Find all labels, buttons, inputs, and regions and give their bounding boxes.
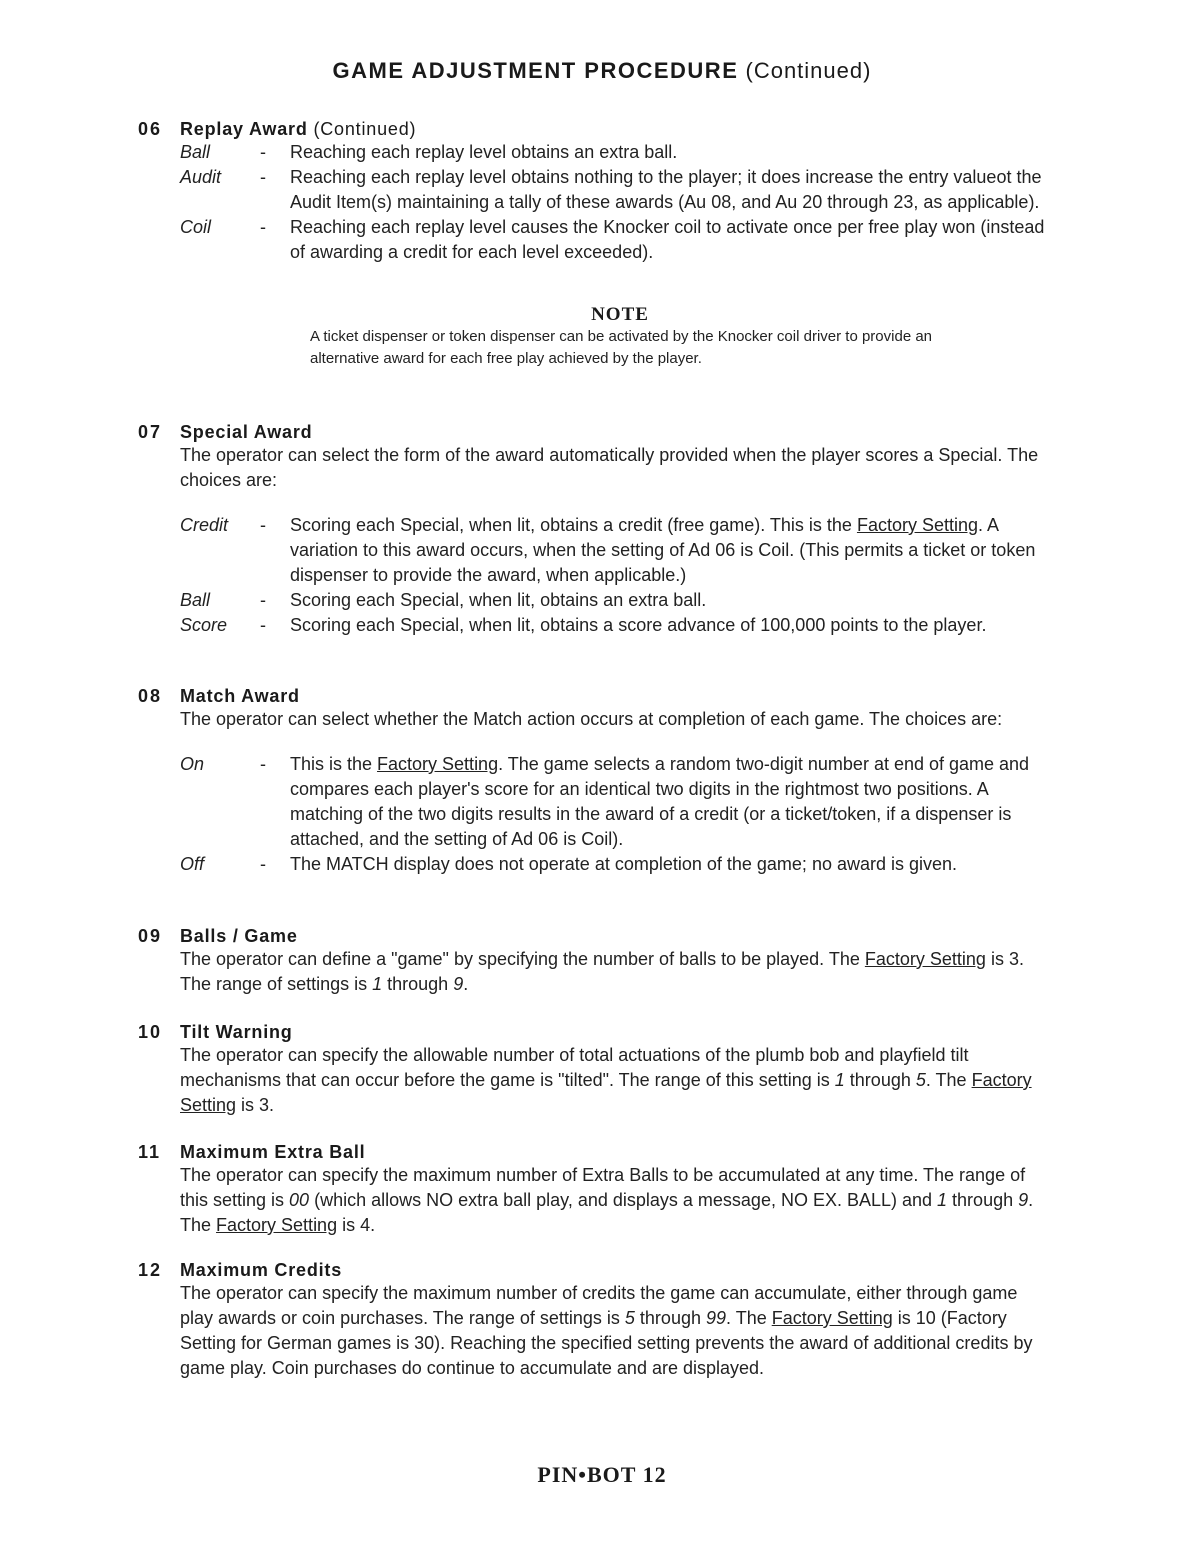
factory-setting-term: Factory Setting — [771, 1308, 893, 1328]
option-term: Ball — [180, 590, 211, 610]
option-credit — [180, 513, 1048, 588]
option-dash: - — [260, 142, 266, 162]
section-heading — [138, 925, 1048, 947]
text-run: is 3. — [236, 1095, 275, 1115]
option-term: On — [180, 754, 205, 774]
text-run: through — [382, 974, 454, 994]
option-dash: - — [260, 754, 266, 774]
option-dash: - — [260, 590, 266, 610]
option-term: Ball — [180, 142, 211, 162]
option-description: Reaching each replay level obtains nothing to the player; it does increase the entry valueot the Audit Item(s) maintaining a tally of these awards (Au 08, and Au 20 through 23, as applicable). — [290, 167, 1042, 212]
section-body — [180, 947, 1048, 997]
text-run: The operator can specify the allowable number of total actuations of the plumb bob and playfield tilt mechanisms that can occur before the game is "tilted". The range of this setting is — [180, 1045, 969, 1090]
text-run: . The — [180, 1190, 1034, 1235]
page-title — [0, 58, 1204, 84]
option-term: Coil — [180, 217, 212, 237]
section-number: 08 — [138, 686, 163, 706]
option-coil — [180, 215, 1048, 265]
section-continued: (Continued) — [313, 119, 417, 139]
option-dash: - — [260, 167, 266, 187]
range-min: 1 — [834, 1070, 845, 1090]
option-description: Reaching each replay level causes the Knocker coil to activate once per free play won (instead of awarding a credit for each level exceeded). — [290, 217, 1045, 262]
section-title: Maximum Credits — [180, 1260, 343, 1280]
option-dash: - — [260, 217, 266, 237]
section-number: 12 — [138, 1260, 163, 1280]
range-min: 1 — [372, 974, 383, 994]
option-description: Reaching each replay level obtains an extra ball. — [290, 142, 678, 162]
text-run: The operator can define a "game" by specifying the number of balls to be played. The — [180, 949, 865, 969]
text-run: . The game selects a random two-digit number at end of game and compares each player's score for an identical two digits in the rightmost two positions. A matching of the two digits results in the award of a credit (or a ticket/token, if a dispenser is attached, and the setting of Ad 06 is Coil). — [290, 754, 1030, 849]
text-run: through — [634, 1308, 706, 1328]
section-intro: The operator can select the form of the award automatically provided when the player scores a Special. The choices are: — [180, 445, 1039, 490]
section-07 — [138, 421, 1048, 638]
section-heading — [138, 685, 1048, 707]
factory-setting-term: Factory Setting — [377, 754, 499, 774]
option-ball — [180, 588, 1048, 613]
note-box — [300, 304, 980, 370]
option-audit — [180, 165, 1048, 215]
section-title: Replay Award — [180, 119, 308, 139]
section-heading — [138, 421, 1048, 443]
note-text: A ticket dispenser or token dispenser can be activated by the Knocker coil driver to provide an alternative award for each free play achieved by the player. — [310, 328, 933, 367]
range-zero: 00 — [289, 1190, 310, 1210]
option-on — [180, 752, 1048, 852]
option-term: Audit — [180, 167, 222, 187]
section-body — [180, 1281, 1048, 1381]
text-run: is 10 (Factory Setting for German games is 30). Reaching the specified setting prevents the award of additional credits by game play. Coin purchases do continue to accumulate and are displayed. — [180, 1308, 1033, 1378]
section-heading — [138, 1259, 1048, 1281]
section-title: Maximum Extra Ball — [180, 1142, 366, 1162]
section-08 — [138, 685, 1048, 877]
text-run: This is the — [290, 754, 378, 774]
text-run: The operator can specify the maximum number of Extra Balls to be accumulated at any time. The range of this setting is — [180, 1165, 1026, 1210]
range-min: 5 — [624, 1308, 635, 1328]
text-run: . A variation to this award occurs, when the setting of Ad 06 is Coil. (This permits a ticket or token dispenser to provide the award, when applicable.) — [290, 515, 1036, 585]
option-description — [290, 513, 1048, 588]
section-number: 06 — [138, 119, 163, 139]
text-run: is 3. The range of settings is — [180, 949, 1024, 994]
text-run: . — [463, 974, 469, 994]
section-number: 09 — [138, 926, 163, 946]
section-title: Balls / Game — [180, 926, 298, 946]
title-main: GAME ADJUSTMENT PROCEDURE — [332, 58, 739, 83]
text-run: . The — [925, 1070, 972, 1090]
section-09 — [138, 925, 1048, 997]
range-max: 9 — [1018, 1190, 1029, 1210]
note-heading: NOTE — [591, 304, 649, 325]
section-body — [180, 1043, 1048, 1118]
section-title: Match Award — [180, 686, 300, 706]
option-description: Scoring each Special, when lit, obtains a score advance of 100,000 points to the player. — [290, 615, 987, 635]
section-12 — [138, 1259, 1048, 1381]
section-11 — [138, 1141, 1048, 1238]
text-run: The operator can specify the maximum number of credits the game can accumulate, either through game play awards or coin purchases. The range of settings is — [180, 1283, 1018, 1328]
section-intro: The operator can select whether the Match action occurs at completion of each game. The choices are: — [180, 709, 1003, 729]
range-max: 5 — [915, 1070, 926, 1090]
section-06 — [138, 118, 1048, 265]
text-run: Scoring each Special, when lit, obtains a credit (free game). This is the — [290, 515, 857, 535]
section-heading — [138, 1021, 1048, 1043]
text-run: through — [844, 1070, 916, 1090]
option-dash: - — [260, 615, 266, 635]
option-dash: - — [260, 854, 266, 874]
section-title: Tilt Warning — [180, 1022, 293, 1042]
range-max: 9 — [453, 974, 464, 994]
section-number: 10 — [138, 1022, 163, 1042]
section-heading — [138, 118, 1048, 140]
option-off — [180, 852, 1048, 877]
factory-setting-term: Factory Setting — [216, 1215, 338, 1235]
text-run: is 4. — [337, 1215, 376, 1235]
text-run: (which allows NO extra ball play, and displays a message, NO EX. BALL) and — [309, 1190, 938, 1210]
factory-setting-term: Factory Setting — [864, 949, 986, 969]
section-heading — [138, 1141, 1048, 1163]
option-description: Scoring each Special, when lit, obtains an extra ball. — [290, 590, 707, 610]
section-10 — [138, 1021, 1048, 1118]
option-dash: - — [260, 515, 266, 535]
section-title: Special Award — [180, 422, 313, 442]
page-footer: PIN•BOT 12 — [537, 1462, 667, 1487]
range-min: 1 — [937, 1190, 948, 1210]
section-body — [180, 1163, 1048, 1238]
option-description — [290, 752, 1048, 852]
option-term: Credit — [180, 515, 229, 535]
option-description: The MATCH display does not operate at completion of the game; no award is given. — [290, 854, 958, 874]
section-number: 11 — [138, 1142, 162, 1162]
section-number: 07 — [138, 422, 163, 442]
option-term: Off — [180, 854, 205, 874]
factory-setting-term: Factory Setting — [856, 515, 979, 535]
factory-setting-term: Factory Setting — [180, 1070, 1032, 1115]
title-suffix: (Continued) — [745, 58, 872, 83]
option-ball — [180, 140, 1048, 165]
text-run: . The — [726, 1308, 772, 1328]
option-score — [180, 613, 1048, 638]
option-term: Score — [180, 615, 228, 635]
text-run: through — [947, 1190, 1019, 1210]
range-max: 99 — [705, 1308, 727, 1328]
